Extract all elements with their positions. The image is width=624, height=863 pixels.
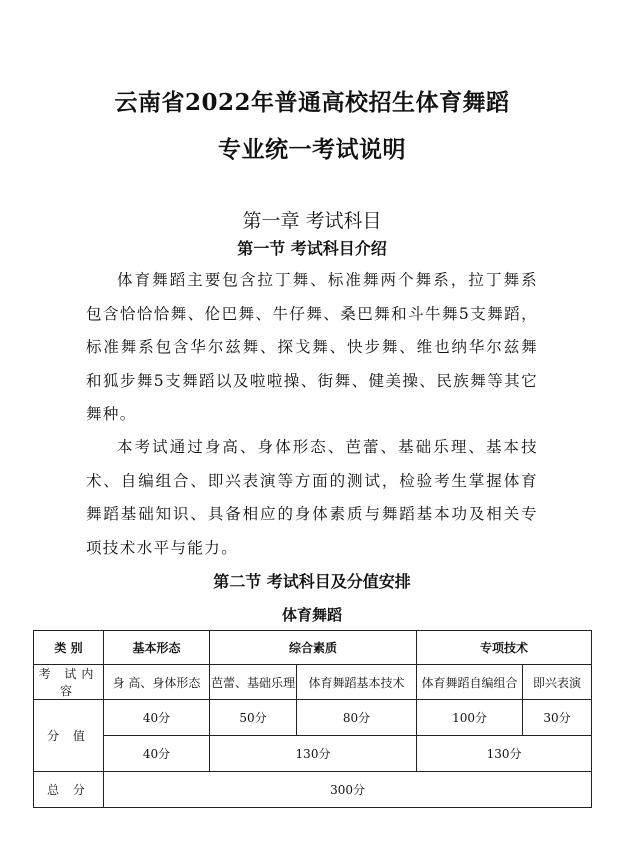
chapter-heading: 第一章 考试科目 bbox=[242, 210, 382, 232]
title-line-1: 云南省2022年普通高校招生体育舞蹈 bbox=[114, 89, 510, 116]
header-category: 类 别 bbox=[34, 631, 104, 665]
content-cell-1: 身 高、身体形态 bbox=[104, 665, 210, 700]
paragraph-1: 体育舞蹈主要包含拉丁舞、标准舞两个舞系，拉丁舞系包含恰恰恰舞、伦巴舞、牛仔舞、桑巴舞和斗牛舞5支舞蹈，标准舞系包含华尔兹舞、探戈舞、快步舞、维也纳华尔兹舞和狐步舞5支舞蹈以及啦啦操、街舞、健美操、民族舞等其它舞种。 bbox=[86, 271, 538, 424]
content-label: 考 试内 容 bbox=[34, 665, 104, 700]
score-cell-2: 50分 bbox=[210, 700, 297, 736]
header-basic-form: 基本形态 bbox=[104, 631, 210, 665]
total-value: 300分 bbox=[104, 772, 592, 808]
subtotal-cell-3: 130分 bbox=[417, 736, 592, 772]
table-row-score bbox=[34, 700, 592, 736]
section-heading-1: 第一节 考试科目介绍 bbox=[237, 239, 387, 258]
score-cell-5: 30分 bbox=[523, 700, 592, 736]
header-comprehensive: 综合素质 bbox=[210, 631, 417, 665]
content-cell-5: 即兴表演 bbox=[523, 665, 592, 700]
table-row-content bbox=[34, 665, 592, 700]
score-label: 分 值 bbox=[34, 700, 104, 772]
content-cell-4: 体育舞蹈自编组合 bbox=[417, 665, 523, 700]
header-specialty: 专项技术 bbox=[417, 631, 592, 665]
title-line-2: 专业统一考试说明 bbox=[218, 136, 406, 163]
section-heading-2: 第二节 考试科目及分值安排 bbox=[213, 572, 411, 591]
subtotal-cell-1: 40分 bbox=[104, 736, 210, 772]
paragraph-2: 本考试通过身高、身体形态、芭蕾、基础乐理、基本技术、自编组合、即兴表演等方面的测试，检验考生掌握体育舞蹈基础知识、具备相应的身体素质与舞蹈基本功及相关专项技术水平与能力。 bbox=[86, 438, 538, 557]
table-row-subtotal bbox=[34, 736, 592, 772]
content-cell-2: 芭蕾、基础乐理 bbox=[210, 665, 297, 700]
content-cell-3: 体育舞蹈基本技术 bbox=[297, 665, 417, 700]
score-cell-1: 40分 bbox=[104, 700, 210, 736]
score-cell-3: 80分 bbox=[297, 700, 417, 736]
score-table bbox=[33, 630, 592, 808]
subtotal-cell-2: 130分 bbox=[210, 736, 417, 772]
table-row-total bbox=[34, 772, 592, 808]
table-caption: 体育舞蹈 bbox=[281, 606, 342, 624]
score-cell-4: 100分 bbox=[417, 700, 523, 736]
table-header-row bbox=[34, 631, 592, 665]
total-label: 总 分 bbox=[34, 772, 104, 808]
